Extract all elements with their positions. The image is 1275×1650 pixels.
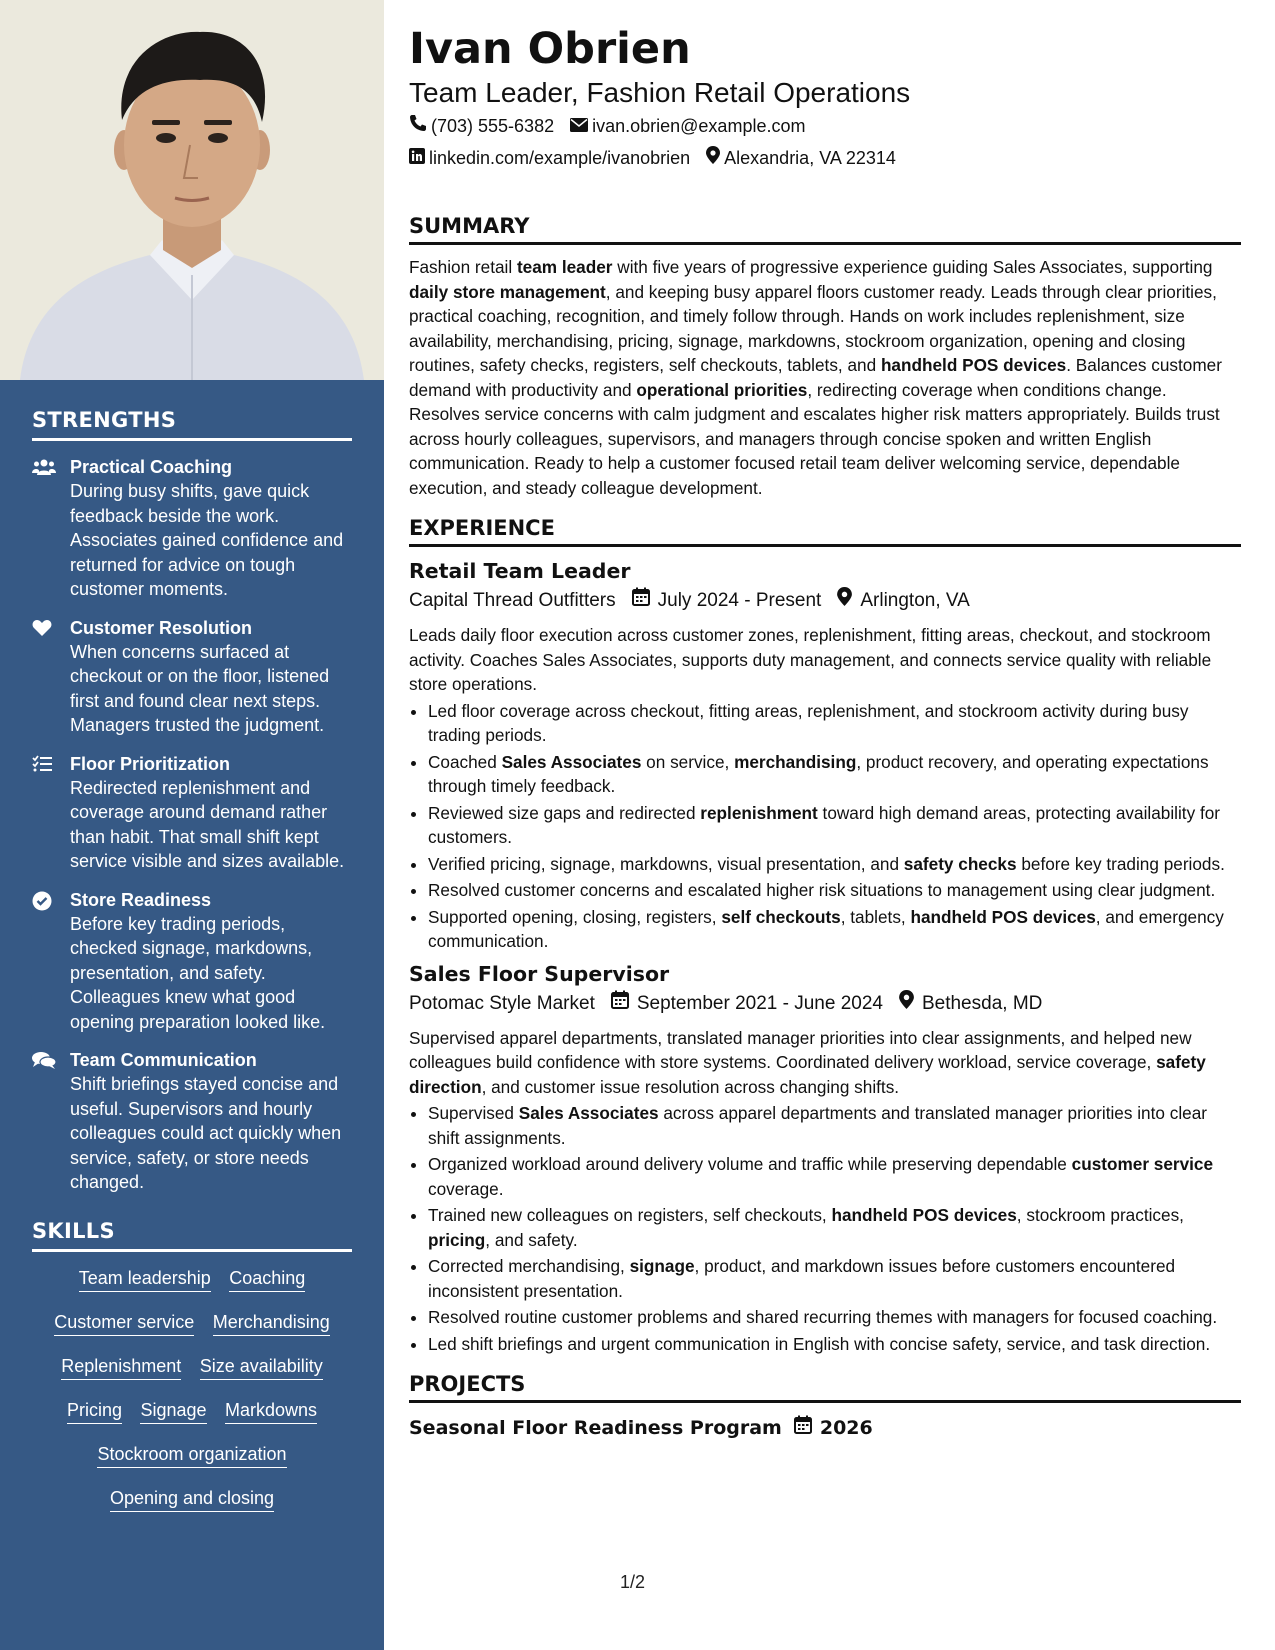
- skill-tag: Opening and closing: [110, 1486, 274, 1512]
- strength-item: [32, 888, 352, 1035]
- strength-item: [32, 455, 352, 602]
- summary-text: Fashion retail team leader with five years of progressive experience guiding Sales Associates, supporting daily store management, and keeping busy apparel floors customer ready. Leads through clear priorities, practical coaching, recognition, and timely follow through. Hands on work includes replenishment, size availability, merchandising, pricing, signage, markdowns, stockroom organization, opening and closing routines, safety checks, registers, self checkouts, tablets, and handheld POS devices. Balances customer demand with productivity and operational priorities, redirecting coverage when conditions change. Resolves service concerns with calm judgment and escalates higher risk matters appropriately. Builds trust across hourly colleagues, supervisors, and managers through concise spoken and written English communication. Ready to help a customer focused retail team deliver welcoming service, dependable execution, and steady colleague development.: [409, 257, 1222, 498]
- job-location: Arlington, VA: [860, 590, 970, 611]
- skill-tag: Markdowns: [225, 1398, 317, 1424]
- candidate-name: Ivan Obrien: [409, 24, 691, 74]
- job-summary: Leads daily floor execution across customer zones, replenishment, fitting areas, checkout, and stockroom activity. Coaches Sales Associates, supports duty management, and connects service quality with reliable store operations.: [409, 625, 1212, 694]
- job-entry: [409, 960, 1241, 1357]
- job-meta: [409, 585, 1241, 617]
- list-item: • Trained new colleagues on registers, self checkouts, handheld POS devices, stockroom practices, pricing, and safety.: [428, 1203, 1241, 1252]
- strength-title: Practical Coaching: [70, 457, 233, 477]
- strength-title: Floor Prioritization: [70, 753, 230, 774]
- skill-row: [32, 1310, 352, 1336]
- strength-desc: During busy shifts, gave quick feedback beside the work. Associates gained confidence and returned for advice on tough customer moments.: [70, 481, 344, 599]
- skill-tag: Stockroom organization: [97, 1442, 286, 1468]
- list-item: • Supported opening, closing, registers, self checkouts, tablets, handheld POS devices, and emergency communication.: [428, 905, 1241, 954]
- skill-row: [32, 1354, 352, 1380]
- strength-item: [32, 616, 352, 738]
- phone-text[interactable]: (703) 555-6382: [431, 116, 555, 136]
- location-text: Alexandria, VA 22314: [724, 148, 896, 168]
- calendar-icon: [611, 988, 637, 1020]
- strength-item: [32, 752, 352, 874]
- phone-icon: [409, 110, 431, 142]
- company-name: Potomac Style Market: [409, 992, 595, 1014]
- map-pin-icon: [706, 142, 724, 174]
- check-circle-icon: [32, 888, 70, 1035]
- list-item: • Verified pricing, signage, markdowns, visual presentation, and safety checks before key trading periods.: [428, 852, 1241, 877]
- skill-row: [32, 1266, 352, 1292]
- skill-tag: Pricing: [67, 1398, 122, 1424]
- strength-desc: Redirected replenishment and coverage around demand rather than habit. That small shift kept service visible and sizes available.: [70, 777, 345, 871]
- job-summary: Supervised apparel departments, translated manager priorities into clear assignments, and helped new colleagues build confidence with store systems. Coordinated delivery workload, service coverage, safety direction, and customer issue resolution across changing shifts.: [409, 1027, 1206, 1097]
- list-item: • Resolved routine customer problems and shared recurring themes with managers for focused coaching.: [428, 1305, 1241, 1330]
- job-dates: July 2024 - Present: [657, 590, 822, 611]
- company-name: Capital Thread Outfitters: [409, 590, 616, 611]
- list-item: • Resolved customer concerns and escalated higher risk situations to management using clear judgment.: [428, 878, 1241, 903]
- comments-icon: [32, 1048, 70, 1195]
- job-entry: [409, 557, 1241, 954]
- list-item: • Organized workload around delivery volume and traffic while preserving dependable customer service coverage.: [428, 1152, 1241, 1201]
- skill-tag: Coaching: [229, 1266, 305, 1292]
- contact-row: [409, 110, 1241, 142]
- skill-row: [32, 1442, 352, 1468]
- sidebar-content: [32, 408, 352, 1530]
- strength-title: Team Communication: [70, 1050, 257, 1070]
- list-item: • Reviewed size gaps and redirected replenishment toward high demand areas, protecting availability for customers.: [428, 801, 1241, 850]
- strength-item: [32, 1048, 352, 1195]
- skill-tag: Size availability: [200, 1354, 323, 1380]
- calendar-icon: [632, 585, 658, 617]
- heart-icon: [32, 616, 70, 738]
- project-year: 2026: [819, 1417, 873, 1439]
- list-item: • Led floor coverage across checkout, fitting areas, replenishment, and stockroom activity during busy trading periods.: [428, 699, 1241, 748]
- profile-photo: [0, 0, 384, 380]
- skill-tag: Team leadership: [79, 1266, 211, 1292]
- map-pin-icon: [899, 988, 922, 1020]
- skill-tag: Customer service: [54, 1310, 194, 1336]
- job-bullets: [409, 699, 1241, 954]
- map-pin-icon: [837, 585, 860, 617]
- job-title: Retail Team Leader: [409, 559, 631, 583]
- projects-heading: PROJECTS: [409, 1372, 1241, 1403]
- strength-title: Customer Resolution: [70, 617, 253, 638]
- job-dates: September 2021 - June 2024: [636, 992, 883, 1014]
- page-number: 1/2: [620, 1572, 646, 1592]
- experience-heading: EXPERIENCE: [409, 516, 1241, 547]
- list-item: • Led shift briefings and urgent communication in English with concise safety, service, and task direction.: [428, 1332, 1241, 1357]
- summary-heading: SUMMARY: [409, 214, 1241, 245]
- candidate-title: Team Leader, Fashion Retail Operations: [409, 77, 911, 108]
- skills-heading: SKILLS: [32, 1219, 352, 1252]
- envelope-icon: [570, 110, 592, 142]
- skill-tag: Signage: [140, 1398, 206, 1424]
- strength-title: Store Readiness: [70, 889, 212, 910]
- job-bullets: [409, 1101, 1241, 1356]
- strength-desc: Shift briefings stayed concise and useful. Supervisors and hourly colleagues could act quickly when service, safety, or store needs changed.: [70, 1074, 342, 1192]
- project-title: Seasonal Floor Readiness Program: [409, 1417, 782, 1439]
- strength-desc: Before key trading periods, checked signage, markdowns, presentation, and safety. Colleagues knew what good opening preparation looked like.: [70, 913, 326, 1032]
- skill-tag: Merchandising: [213, 1310, 330, 1336]
- main-column: [409, 22, 1241, 1443]
- linkedin-link[interactable]: linkedin.com/example/ivanobrien: [429, 148, 691, 168]
- calendar-icon: [782, 1413, 820, 1443]
- contact-row: [409, 142, 1241, 174]
- list-check-icon: [32, 752, 70, 874]
- users-icon: [32, 455, 70, 602]
- job-location: Bethesda, MD: [921, 992, 1043, 1014]
- project-entry: [409, 1413, 1241, 1443]
- linkedin-icon: [409, 142, 429, 174]
- list-item: • Corrected merchandising, signage, product, and markdown issues before customers encountered inconsistent presentation.: [428, 1254, 1241, 1303]
- skill-tag: Replenishment: [61, 1354, 181, 1380]
- strengths-heading: STRENGTHS: [32, 408, 352, 441]
- list-item: • Supervised Sales Associates across apparel departments and translated manager priorities into clear shift assignments.: [428, 1101, 1241, 1150]
- job-meta: [409, 988, 1241, 1020]
- job-title: Sales Floor Supervisor: [409, 961, 670, 986]
- list-item: • Coached Sales Associates on service, merchandising, product recovery, and operating expectations through timely feedback.: [428, 750, 1241, 799]
- skill-row: [32, 1486, 352, 1512]
- email-link[interactable]: ivan.obrien@example.com: [592, 116, 806, 136]
- strength-desc: When concerns surfaced at checkout or on the floor, listened first and found clear next steps. Managers trusted the judgment.: [70, 641, 330, 735]
- skill-row: [32, 1398, 352, 1424]
- sidebar: [0, 0, 384, 1650]
